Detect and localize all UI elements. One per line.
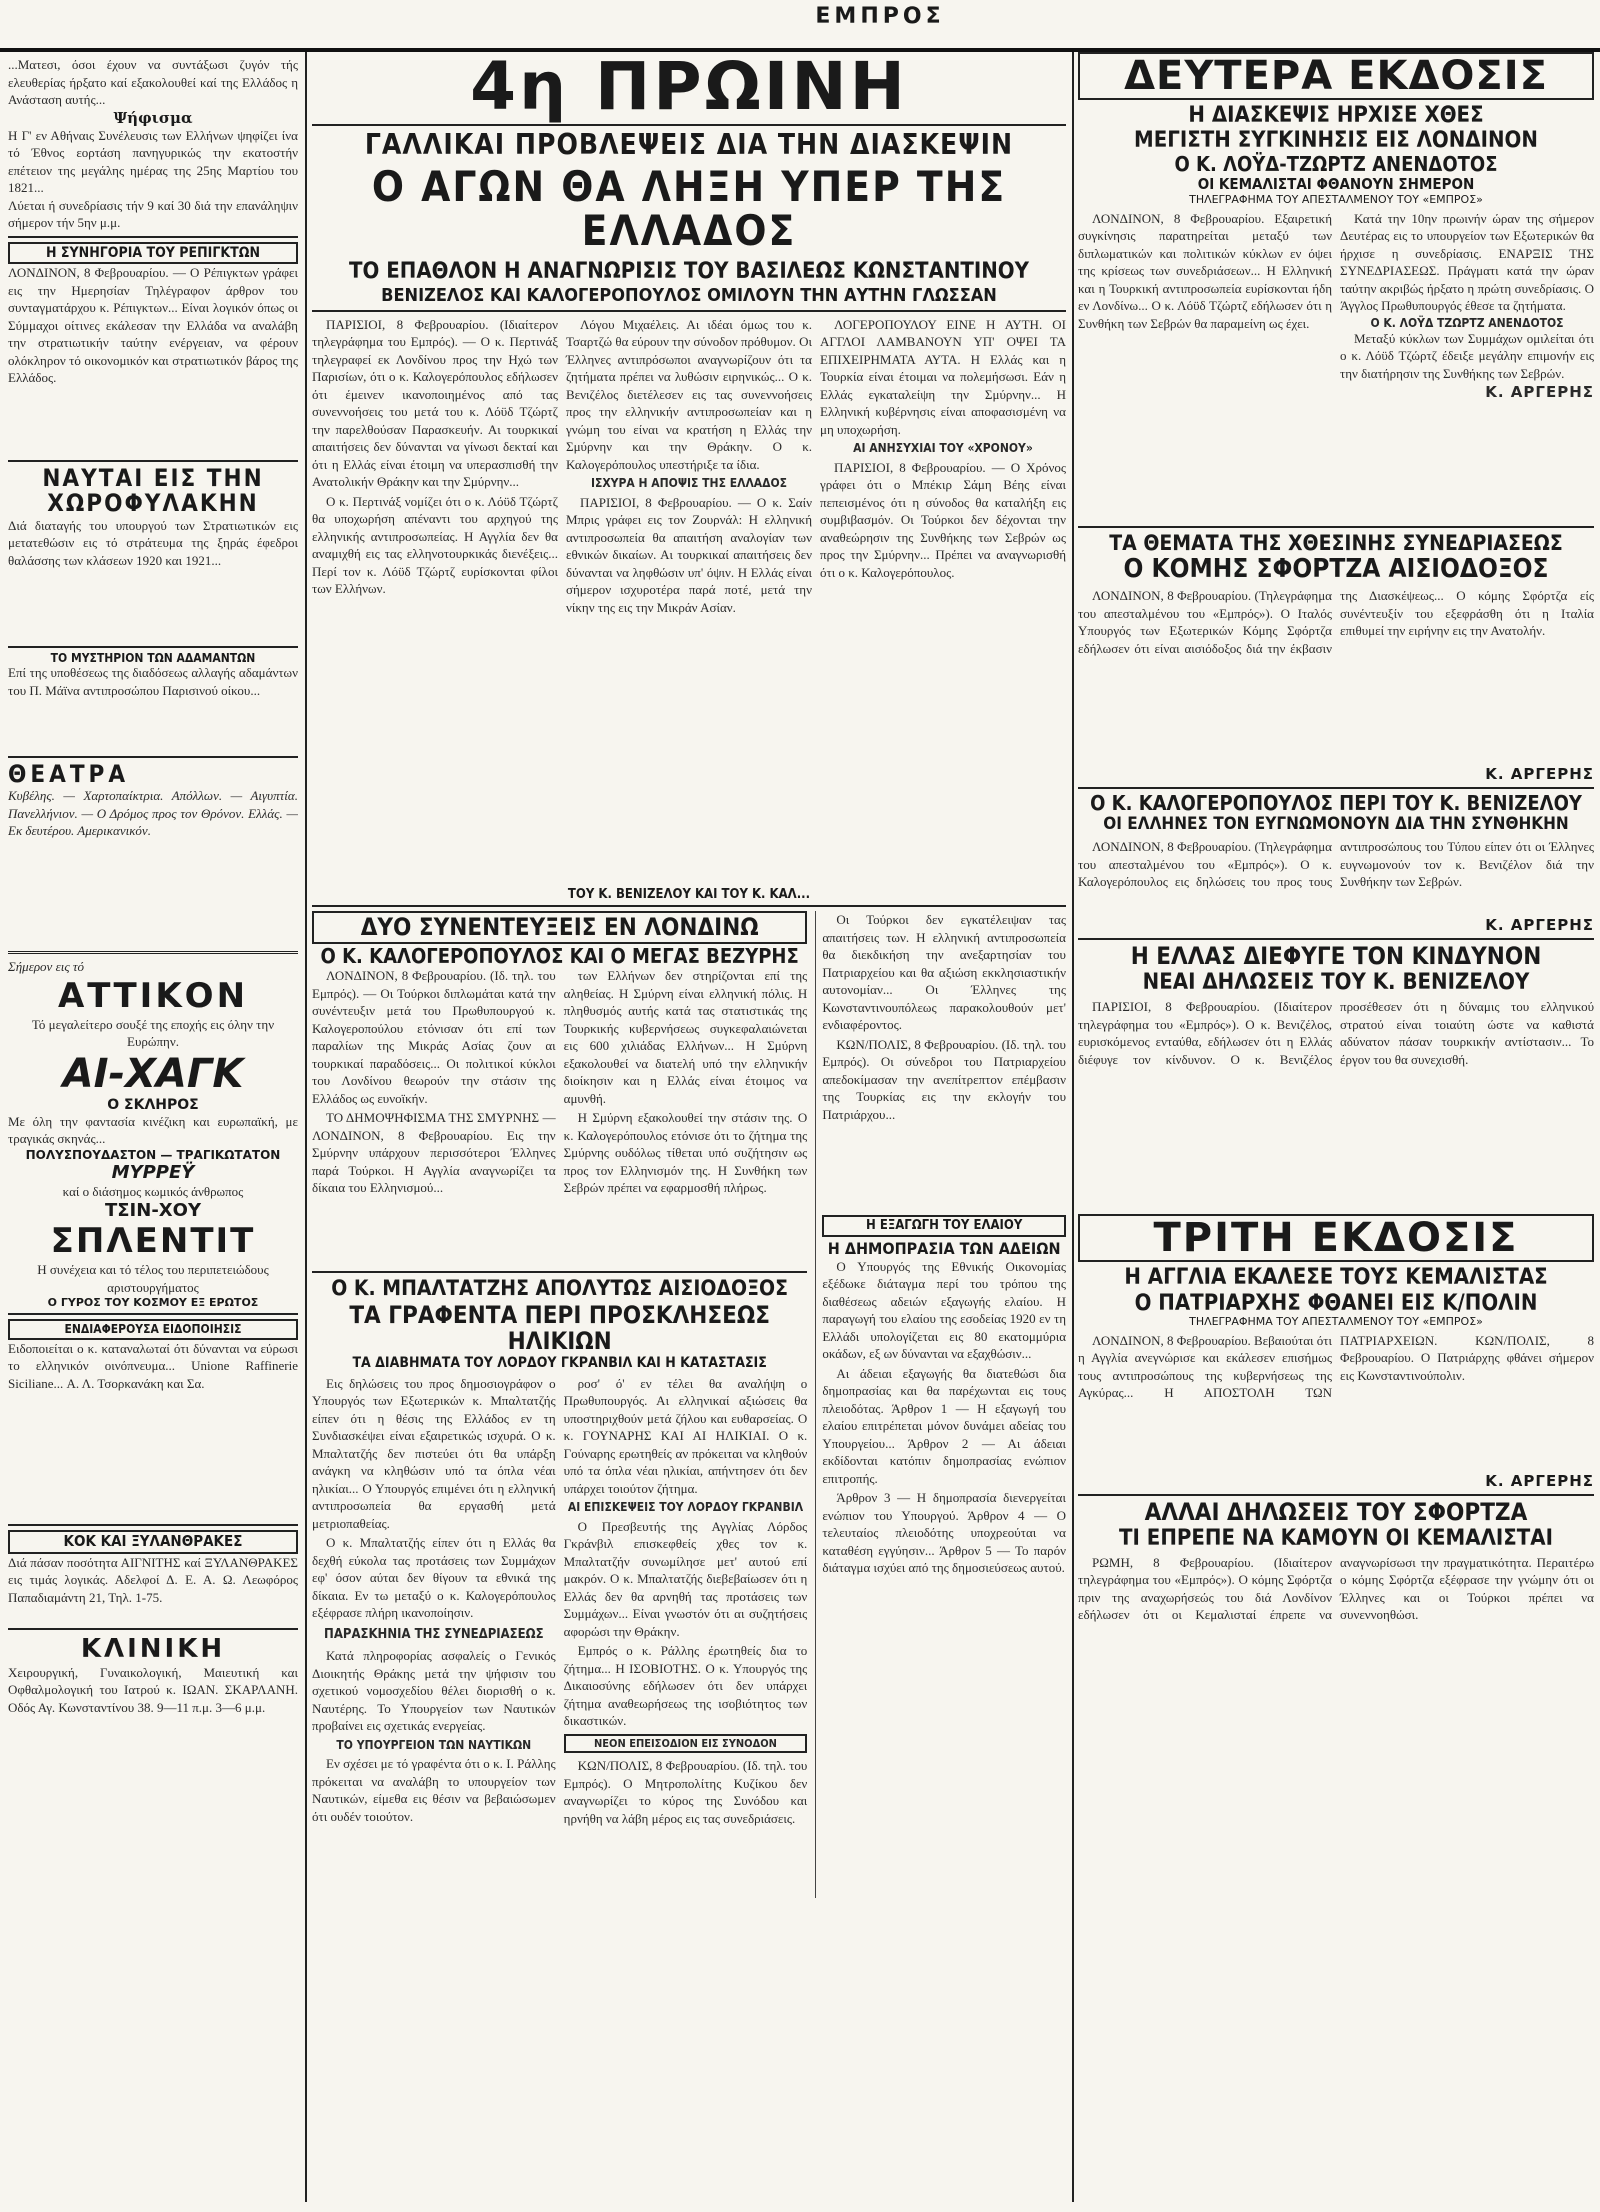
mid-text-c: Ο Υπουργός της Εθνικής Οικονομίας εξέδωκε διάταγμα περί του τρόπου της διαθέσεως αδειών εξαγωγής ελαίου. Η παραγωγή του ελαίου της εσοδείας 1920 εν τη Ελλάδι υπολογίζεται εις 80 εκατομμύρια οκάδων, εξ ων δύνανται να εξαχθώσιν... bbox=[822, 1258, 1066, 1362]
clinic-heading: ΚΛΙΝΙΚΗ bbox=[80, 1633, 226, 1664]
baltatzis-heading: Ο Κ. ΜΠΑΛΤΑΤΖΗΣ ΑΠΟΛΥΤΩΣ ΑΙΣΙΟΔΟΞΟΣ bbox=[331, 1276, 789, 1301]
theft-text: Επί της υποθέσεως της διαδόσεως αλλαγής αδαμάντων του Π. Μάϊνα αντιπροσώπου Παρισινού οίκου... bbox=[8, 665, 298, 698]
baltatzis-text-g: Εμπρός ο κ. Ράλλης έρωτηθείς δια το ζήτημα... Η ΙΣΟΒΙΟΤΗΣ. Ο κ. Υπουργός της Δικαιοσύνης εδήλωσεν ότι δεν υπάρχει ζήτημα αναθεωρήσεως της ισοβιότητος των δικαστικών. bbox=[563, 1643, 808, 1729]
right-text-6: ΡΩΜΗ, 8 Φεβρουαρίου. (Ιδιαίτερον τηλεγράφημα του «Εμπρός»). Ο κόμης Σφόρτζα πριν της αναχωρήσεώς του διά Λονδίνον εδήλωσεν ότι οι Κεμαλισταί έπρεπε να αναγνωρίσωσι την πραγματικότητα. Περαιτέρω ο κόμης Σφόρτζα εξέφρασε την γνώμην ότι οι Έλληνες και οι Τούρκοι πρέπει να συνεννοηθώσι. bbox=[1078, 1554, 1594, 1623]
interview-col-1 bbox=[312, 967, 556, 1267]
sailors-heading: ΝΑΥΤΑΙ ΕΙΣ ΤΗΝ ΧΩΡΟΦΥΛΑΚΗΝ bbox=[42, 464, 264, 518]
column-rule bbox=[1072, 52, 1074, 2202]
main-headline-2: Ο ΑΓΩΝ ΘΑ ΛΗΞΗ ΥΠΕΡ ΤΗΣ ΕΛΛΑΔΟΣ bbox=[371, 162, 1007, 256]
baltatzis-subheadline: ΤΑ ΔΙΑΒΗΜΑΤΑ ΤΟΥ ΛΟΡΔΟΥ ΓΚΡΑΝΒΙΛ ΚΑΙ Η ΚΑΤΑΣΤΑΣΙΣ bbox=[352, 1354, 767, 1371]
right-headline-3: Ο Κ. ΛΟΫΔ-ΤΖΩΡΤΖ ΑΝΕΝΔΟΤΟΣ bbox=[1174, 152, 1498, 177]
baltatzis-text-a: Εις δηλώσεις του προς δημοσιογράφον ο Υπουργός των Εξωτερικών κ. Μπαλτατζής είπεν ότι η θέσις της Ελλάδος εν τη Συνδιασκέψει είναι εξαιρετικώς ισχυρά. Ο κ. Μπαλτατζής δεν πιστεύει ότι θα υπάρξη ανάγκη να κληθώσιν υπό τα όπλα νέαι ηλικίαι... Ο Υπουργός επιμένει ότι η ελληνική αντιπροσωπεία θα εργασθή μετά μετριοπαθείας. bbox=[312, 1375, 556, 1531]
sub-navy: ΤΟ ΥΠΟΥΡΓΕΙΟΝ ΤΩΝ ΝΑΥΤΙΚΩΝ bbox=[336, 1737, 532, 1752]
coal-text: Διά πάσαν ποσότητα ΑΙΓΝΙΤΗΣ καί ΞΥΛΑΝΘΡΑΚΕΣ εις τιμάς λογικάς. Αδελφοί Δ. Ε. Α. Ω. Λεωφόρος Παπαδιαμάντη 21, Τηλ. 1-75. bbox=[8, 1554, 298, 1605]
defense-text: ΛΟΝΔΙΝΟΝ, 8 Φεβρουαρίου. — Ο Ρέπιγκτων γράφει εις την Ημερησίαν Τηλέγραφον άρθρον του συνταγματάρχου κ. Ρέπιγκτων... Είναι λογικόν όπως οι Σύμμαχοι οίτινες εκάλεσαν την Ελλάδα να αναλάβη την στρατιωτικήν ταύτην ενέργειαν, να φέρουν ολόκληρον τό οικονομικόν και στρατιωτικόν βάρος της Ελλάδος. bbox=[8, 265, 298, 386]
interview-text-d: Η Σμύρνη εξακολουθεί την στάσιν της. Ο κ. Καλογερόπουλος ετόνισε ότι το ζήτημα της Σμύρνης ουδόλως τίθεται υπό συζήτησιν ως προς τον Ελληνισμόν της. Η Συνθήκη των Σεβρών πρέπει να εφαρμοσθή πλήρως. bbox=[563, 1110, 808, 1196]
lead-text-e: ΛΟΓΕΡΟΠΟΥΛΟΥ ΕΙΝΕ Η ΑΥΤΗ. ΟΙ ΑΓΓΛΟΙ ΛΑΜΒΑΝΟΥΝ ΥΠ' ΟΨΕΙ ΤΑ ΕΠΙΧΕΙΡΗΜΑΤΑ ΑΥΤΑ. Η Ελλάς και η Τουρκία είναι έτοιμαι να πολεμήσωσι. Εάν η Ελλάς εγκαταλείψη την Σμύρνην... Η Ελληνική κυβέρνησις είναι αποφασισμένη να μη υποχωρήση. bbox=[820, 316, 1066, 437]
right-headline-6: Ο ΚΟΜΗΣ ΣΦΟΡΤΖΑ ΑΙΣΙΟΔΟΞΟΣ bbox=[1123, 553, 1549, 584]
lead-text-b: Ο κ. Περτινάξ νομίζει ότι ο κ. Λόϋδ Τζώρτζ θα υποχωρήση απέναντι του αρχηγού της ελληνικής αντιπροσωπείας. Η Αγγλία δεν θα αναμιχθή εις τας ελληνοτουρκικάς διενέξεις... Περί τον κ. Λόϋδ Τζώρτζ ευρίσκονται φίλοι των Ελλήνων. bbox=[312, 493, 558, 597]
right-headline-4: ΟΙ ΚΕΜΑΛΙΣΤΑΙ ΦΘΑΝΟΥΝ ΣΗΜΕΡΟΝ bbox=[1197, 175, 1475, 194]
lead-text-a: ΠΑΡΙΣΙΟΙ, 8 Φεβρουαρίου. (Ιδιαίτερον τηλεγράφημα του Εμπρός). — Ο κ. Περτινάξ τηλεγραφεί εκ Λονδίνου προς την Ηχώ των Παρισίων, ότι ο κ. Καλογερόπουλος εδήλωσεν ότι έμεινεν ικανοποιημένος από τας συνεννοήσεις του μετά του κ. Λόϋδ Τζώρτζ την παρελθούσαν Παρασκευήν. Αι τουρκικαί απαιτήσεις δεν δύνανται να γίνωσι δεκταί και ότι η Ελλάς είναι έτοιμη να υπερασπισθή την Ανατολικήν Θράκην και την Σμύρνην... bbox=[312, 316, 558, 490]
baltatzis-text-h: ΚΩΝ/ΠΟΛΙΣ, 8 Φεβρουαρίου. (Ιδ. τηλ. του Εμπρός). Ο Μητροπολίτης Κυζίκου δεν αναγνωρίζει το κύρος της Συνόδου και ηρνήθη να λάβη μέρος εις τας συνεδριάσεις. bbox=[563, 1758, 808, 1826]
lead-col-3 bbox=[820, 316, 1066, 888]
signature: Κ. ΑΡΓΕΡΗΣ bbox=[1485, 765, 1594, 784]
right-sub-lg: Ο Κ. ΛΟΫΔ ΤΖΩΡΤΖ ΑΝΕΝΔΟΤΟΣ bbox=[1370, 315, 1564, 330]
baltatzis-text-d: Ο Πρεσβευτής της Αγγλίας Λόρδος Γκράνβιλ επισκεφθείς χθες τον κ. Μπαλτατζήν συνωμίλησε μετ' αυτού επί μακρόν. Ο κ. Μπαλτατζής διεβεβαίωσεν ότι η Ελλάς δεν θα αρνηθή τας προτάσεις των Συμμάχων... Είναι γνωστόν ότι αι συζητήσεις αφορώσι την Θράκην. bbox=[563, 1518, 808, 1639]
interviews-block bbox=[312, 911, 807, 1897]
sailors-text: Διά διαταγής του υπουργού των Στρατιωτικών εις μετατεθώσιν εις τό στράτευμα της ξηράς έφεδροι θαλάσσης των κλάσεων 1920 και 1921... bbox=[8, 517, 298, 568]
masthead: ΕΜΠΡΟΣ bbox=[815, 4, 945, 29]
right-headline-8: ΟΙ ΕΛΛΗΝΕΣ ΤΟΝ ΕΥΓΝΩΜΟΝΟΥΝ ΔΙΑ ΤΗΝ ΣΥΝΘΗΚΗΝ bbox=[1103, 814, 1569, 835]
film1-genre: ΠΟΛΥΣΠΟΥΔΑΣΤΟΝ — ΤΡΑΓΙΚΩΤΑΤΟΝ bbox=[25, 1147, 281, 1162]
intro-text: ...Ματεσι, όσοι έχουν να συντάξωσι ζυγόν τής ελευθερίας ήρξατο καί εξακολουθεί καί της Ελλάδος η Ανάσταση αυτής... bbox=[8, 57, 298, 107]
film1-text: Με όλη την φαντασία κινέζικη και ευρωπαϊκή, με τραγικάς σκηνάς... bbox=[8, 1113, 298, 1147]
lead-story bbox=[312, 316, 1066, 888]
right-text-3: ΛΟΝΔΙΝΟΝ, 8 Φεβρουαρίου. (Τηλεγράφημα του απεσταλμένου του «Εμπρός»). Ο κ. Καλογερόπουλος εις δηλώσεις του προς τους αντιπροσώπους του Τύπου είπεν ότι οι Έλληνες ευγνωμονούν τον κ. Βενιζέλον διά την Συνθήκην των Σεβρών. bbox=[1078, 839, 1594, 890]
right-text-2: ΛΟΝΔΙΝΟΝ, 8 Φεβρουαρίου. (Τηλεγράφημα του απεσταλμένου του «Εμπρός»). Ο Ιταλός Υπουργός των Εξωτερικών Κόμης Σφόρτζα εδήλωσεν ότι είναι αισιόδοξος διά την έκβασιν της Διασκέψεως... Ο κόμης Σφόρτζα είς συνέντευξίν του εξεφράσθη ότι η Ιταλία επιθυμεί την ειρήνην εις την Ανατολήν. bbox=[1078, 588, 1594, 656]
film2-text: Η συνέχεια και τό τέλος του περιπετειώδους αριστουργήματος bbox=[37, 1262, 269, 1295]
mid-text-a: Οι Τούρκοι δεν εγκατέλειψαν τας απαιτήσεις των. Η ελληνική αντιπροσωπεία θα διεκδικήση την ανεξαρτησίαν του Πατριαρχείου και θα αξιώση εκκλησιαστικήν αυτονομίαν... Οι Έλληνες της Κωνσταντινουπόλεως παρακολουθούν μετ' ενδιαφέροντος. bbox=[822, 912, 1066, 1033]
baltatzis-text-e: Κατά πληροφορίας ασφαλείς ο Γενικός Διοικητής Θράκης μετά την ψήφισιν του σχετικού νομοσχεδίου θέλει διορισθή ο κ. Ναυτέρης. Το Υπουργείον των Ναυτικών προβαίνει εις σχετικάς ενεργείας. bbox=[312, 1648, 556, 1734]
auction-heading: Η ΔΗΜΟΠΡΑΣΙΑ ΤΩΝ ΑΔΕΙΩΝ bbox=[827, 1238, 1061, 1258]
defense-heading: Η ΣΥΝΗΓΟΡΙΑ ΤΟΥ ΡΕΠΙΓΚΤΩΝ bbox=[8, 242, 298, 265]
mid-text-b: ΚΩΝ/ΠΟΛΙΣ, 8 Φεβρουαρίου. (Ιδ. τηλ. του Εμπρός). Οι σύνεδροι του Πατριαρχείου απεδοκίμασαν την ανεπίτρεπτον επέμβασιν της Τουρκίας εις την εκλογήν του Πατριάρχου... bbox=[822, 1036, 1066, 1122]
right-text-4: ΠΑΡΙΣΙΟΙ, 8 Φεβρουαρίου. (Ιδιαίτερον τηλεγράφημα του «Εμπρός»). Ο κ. Βενιζέλος, ευρισκόμενος ενταύθα, εδήλωσεν ότι η Ελλάς διέφυγε τον κίνδυνον. Ο κ. Βενιζέλος προσέθεσεν ότι η δύναμις του ελληνικού στρατού είναι τοιαύτη ώστε να καθιστά αδύνατον πάσαν τουρκικήν αντίστασιν... Το έργον του θα συνεχισθή. bbox=[1078, 999, 1594, 1067]
baltatzis-text-c: ροσ' ό' εν τέλει θα αναλήψη ο Πρωθυπουργός. Αι ελληνικαί αξιώσεις θα υποστηριχθούν μετά ζήλου και ευθαρσείας. Ο κ. ΓΟΥΝΑΡΗΣ ΚΑΙ ΑΙ ΗΛΙΚΙΑΙ. Ο κ. Γούναρης ερωτηθείς αν πρόκειται να κληθούν υπό τα όπλα νέαι ηλικίαι, απήντησεν ότι δεν υπάρχει τοιούτον ζήτημα. bbox=[563, 1375, 808, 1496]
edition-banner: 4η ΠΡΩΙΝΗ bbox=[470, 52, 908, 125]
lead-col-2 bbox=[566, 316, 812, 888]
column-rule bbox=[305, 52, 307, 2202]
film1-subtitle: Ο ΣΚΛΗΡΟΣ bbox=[107, 1096, 199, 1113]
right-text-5: ΛΟΝΔΙΝΟΝ, 8 Φεβρουαρίου. Βεβαιούται ότι η Αγγλία ανεγνώρισε και εκάλεσεν επισήμως τους αντιπροσώπους της κυβερνήσεως της Αγκύρας... Η ΑΠΟΣΤΟΛΗ ΤΩΝ ΠΑΤΡΙΑΡΧΕΙΩΝ. ΚΩΝ/ΠΟΛΙΣ, 8 Φεβρουαρίου. Ο Πατριάρχης φθάνει σήμερον εις Κωνσταντινούπολιν. bbox=[1078, 1332, 1594, 1401]
right-headline-2: ΜΕΓΙΣΤΗ ΣΥΓΚΙΝΗΣΙΣ ΕΙΣ ΛΟΝΔΙΝΟΝ bbox=[1134, 128, 1538, 154]
sub-granville: ΑΙ ΕΠΙΣΚΕΨΕΙΣ ΤΟΥ ΛΟΡΔΟΥ ΓΚΡΑΝΒΙΛ bbox=[567, 1500, 804, 1514]
second-edition-banner: ΔΕΥΤΕΡΑ ΕΚΔΟΣΙΣ bbox=[1078, 52, 1594, 100]
film2-subtitle: Ο ΓΥΡΟΣ ΤΟΥ ΚΟΣΜΟΥ ΕΞ ΕΡΩΤΟΣ bbox=[47, 1296, 259, 1310]
right-story1-col1 bbox=[1078, 210, 1332, 522]
sub-xronos: ΑΙ ΑΝΗΣΥΧΙΑΙ ΤΟΥ «ΧΡΟΝΟΥ» bbox=[853, 441, 1033, 456]
oil-heading: Η ΕΞΑΓΩΓΗ ΤΟΥ ΕΛΑΙΟΥ bbox=[822, 1215, 1066, 1237]
clinic-text: Χειρουργική, Γυναικολογική, Μαιευτική και Οφθαλμολογική του Ιατρού κ. ΙΩΑΝ. ΣΚΑΡΛΑΝΗ. Οδός Αγ. Κωνσταντίνου 38. 9—11 π.μ. 3—6 μ.μ. bbox=[8, 1664, 298, 1715]
interview-text-c: των Ελλήνων δεν στηρίζονται επί της αληθείας. Η Σμύρνη είναι ελληνική πόλις. Η πληθυσμός αυτής κατά τας στατιστικάς της Τουρκικής κυβερνήσεως συγκεφαλαιώνεται εις 600 χιλιάδας Ελλήνων... Η Σμύρνη εξακολουθεί να διατελή υπό την ελληνικήν διοίκησιν και η Ελλάς είναι έτοιμος να αμυνθή. bbox=[563, 968, 808, 1106]
oil-col bbox=[822, 911, 1066, 1211]
mid-text-d: Αι άδειαι εξαγωγής θα διατεθώσι δια δημοπρασίας και θα παρέχωνται εις τους πλειοδότας. Άρθρον 1 — Η εξαγωγή του ελαίου επιτρέπεται μόνον δυνάμει αδείας του Υπουργείου... Άρθρον 2 — Αι άδειαι εκδίδονται κατόπιν δημοπρασίας ενώπιον επιτροπής. bbox=[822, 1365, 1066, 1486]
today-label: Σήμερον εις τό bbox=[8, 959, 84, 975]
interview-text-a: ΛΟΝΔΙΝΟΝ, 8 Φεβρουαρίου. (Ιδ. τηλ. του Εμπρός). — Οι Τούρκοι διπλωμάται κατά την συνέντευξιν μετά του Πρωθυπουργού κ. Καλογεροπούλου ετόνισαν ότι επί των παραλίων της Μικράς Ασίας ζουν αι τουρκικαί παραδόσεις... Οι πολιτικοί κύκλοι του Λονδίνου θεωρούν την στάσιν της Ελλάδος ως ευνοϊκήν. bbox=[312, 968, 556, 1106]
interview-text-b: ΤΟ ΔΗΜΟΨΗΦΙΣΜΑ ΤΗΣ ΣΜΥΡΝΗΣ — ΛΟΝΔΙΝΟΝ, 8 Φεβρουαρίου. Εις την Σμύρνην υπάρχουν περισσότεροι Έλληνες παρά Τούρκοι. Η Αγγλία αναγνωρίζει τα δίκαια του Ελληνισμού... bbox=[312, 1110, 556, 1196]
mid-text-e: Άρθρον 3 — Η δημοπρασία διενεργείται ενώπιον του Υπουργού. Άρθρον 4 — Ο τελευταίος πλειοδότης υποχρεούται να καταθέση εγγύησιν... Άρθρον 5 — Το παρόν διάταγμα ισχύει από της δημοσιεύσεως αυτού. bbox=[822, 1490, 1066, 1576]
vote-text: Η Γ' εν Αθήναις Συνέλευσις των Ελλήνων ψηφίζει ίνα τό Έθνος εορτάση πανηγυρικώς την εκατοστήν επέτειον της μεγάλης ημέρας της 25ης Μαρτίου του 1821... bbox=[8, 127, 298, 195]
right-section bbox=[1078, 52, 1594, 2202]
cinema-text: Τό μεγαλείτερο σουξέ της εποχής εις όλην την Ευρώπην. bbox=[31, 1016, 275, 1050]
actor-name: ΜΥΡΡΕΫ bbox=[111, 1161, 195, 1183]
interview-col-2 bbox=[564, 967, 808, 1267]
right-story6 bbox=[1078, 1554, 1594, 1664]
right-story4 bbox=[1078, 998, 1594, 1208]
right-dispatch-2: ΤΗΛΕΓΡΑΦΗΜΑ ΤΟΥ ΑΠΕΣΤΑΛΜΕΝΟΥ ΤΟΥ «ΕΜΠΡΟΣ» bbox=[1189, 1314, 1483, 1328]
sub-hall: ΠΑΡΑΣΚΗΝΙΑ ΤΗΣ ΣΥΝΕΔΡΙΑΣΕΩΣ bbox=[324, 1626, 544, 1642]
right-headline-13: ΑΛΛΑΙ ΔΗΛΩΣΕΙΣ ΤΟΥ ΣΦΟΡΤΖΑ bbox=[1144, 1497, 1528, 1526]
right-headline-7: Ο Κ. ΚΑΛΟΓΕΡΟΠΟΥΛΟΣ ΠΕΡΙ ΤΟΥ Κ. ΒΕΝΙΖΕΛΟΥ bbox=[1090, 791, 1582, 816]
theatres-text: Κυβέλης. — Χαρτοπαίκτρια. Απόλλων. — Αιγυπτία. Πανελλήνιον. — Ο Δρόμος προς τον Θρόνον. Ελλάς. — Εκ δευτέρου. Αμερικανικόν. bbox=[8, 788, 298, 839]
actor-text: καί ο διάσημος κωμικός άνθρωπος bbox=[62, 1183, 244, 1199]
right-headline-10: ΝΕΑΙ ΔΗΛΩΣΕΙΣ ΤΟΥ Κ. ΒΕΝΙΖΕΛΟΥ bbox=[1142, 970, 1530, 996]
right-headline-12: Ο ΠΑΤΡΙΑΡΧΗΣ ΦΘΑΝΕΙ ΕΙΣ Κ/ΠΟΛΙΝ bbox=[1134, 1290, 1538, 1316]
lead-text-f: ΠΑΡΙΣΙΟΙ, 8 Φεβρουαρίου. — Ο Χρόνος γράφει ότι ο Μπέκιρ Σάμη Βέης είναι πεπεισμένος ότι η σύνοδος θα καταλήξη εις συμβιβασμόν. Οι Τούρκοι δεν δέχονται την αναθεώρησιν της Συνθήκης των Σεβρών ως προς την Σμύρνην... Πρέπει να αναγνωρισθή ότι ο κ. Καλογερόπουλος. bbox=[820, 459, 1066, 580]
right-headline-9: Η ΕΛΛΑΣ ΔΙΕΦΥΓΕ ΤΟΝ ΚΙΝΔΥΝΟΝ bbox=[1130, 942, 1542, 971]
oil-block bbox=[815, 911, 1066, 1897]
baltatzis-col-1 bbox=[312, 1375, 556, 1895]
film2-name: ΤΣΙΝ-ΧΟΥ bbox=[104, 1200, 202, 1222]
left-column bbox=[8, 52, 298, 2202]
interviews-heading: ΔΥΟ ΣΥΝΕΝΤΕΥΞΕΙΣ ΕΝ ΛΟΝΔΙΝΩ bbox=[312, 911, 807, 944]
right-headline-1: Η ΔΙΑΣΚΕΨΙΣ ΗΡΧΙΣΕ ΧΘΕΣ bbox=[1188, 103, 1484, 128]
notices-heading: ΕΝΔΙΑΦΕΡΟΥΣΑ ΕΙΔΟΠΟΙΗΣΙΣ bbox=[8, 1319, 298, 1340]
baltatzis-text-f: Εν σχέσει με τό γραφέντα ότι ο κ. Ι. Ράλλης πρόκειται να αναλάβη το υπουργείον των Ναυτικών, είμεθα εις θέσιν να βεβαιώσωμεν ότι ουδέν τοιούτον. bbox=[312, 1756, 556, 1824]
coal-heading: ΚΟΚ ΚΑΙ ΞΥΛΑΝΘΡΑΚΕΣ bbox=[8, 1530, 298, 1554]
theatres-heading: ΘΕΑΤΡΑ bbox=[8, 760, 130, 789]
right-story3 bbox=[1078, 838, 1594, 916]
right-text-1c: Μεταξύ κύκλων των Συμμάχων ομιλείται ότι ο κ. Λόϋδ Τζώρτζ έδειξε μεγάλην επιμονήν εις την διατήρησιν της Συνθήκης των Σεβρών. bbox=[1340, 330, 1594, 381]
main-headline-1: ΓΑΛΛΙΚΑΙ ΠΡΟΒΛΕΨΕΙΣ ΔΙΑ ΤΗΝ ΔΙΑΣΚΕΨΙΝ bbox=[364, 128, 1014, 161]
sub-synod: ΝΕΟΝ ΕΠΕΙΣΟΔΙΟΝ ΕΙΣ ΣΥΝΟΔΟΝ bbox=[564, 1734, 808, 1754]
right-headline-5: ΤΑ ΘΕΜΑΤΑ ΤΗΣ ΧΘΕΣΙΝΗΣ ΣΥΝΕΔΡΙΑΣΕΩΣ bbox=[1109, 530, 1563, 555]
cinema-name: ΑΤΤΙΚΟΝ bbox=[57, 975, 249, 1016]
right-headline-14: ΤΙ ΕΠΡΕΠΕ ΝΑ ΚΑΜΟΥΝ ΟΙ ΚΕΜΑΛΙΣΤΑΙ bbox=[1119, 1525, 1553, 1551]
lead-text-d: ΠΑΡΙΣΙΟΙ, 8 Φεβρουαρίου. — Ο κ. Σαίν Μπρις γράφει εις τον Ζουρνάλ: Η ελληνική αντιπροσωπεία θα απαιτήση αναλογίαν των εθνικών δικαίων. Αι τουρκικαί απαιτήσεις δεν δύνανται να ληφθώσιν υπ' όψιν. Η Ελλάς είναι σήμερον ισχυροτέρα παρά ποτέ, μετά την νίκην της εις την Μικράν Ασίαν. bbox=[566, 494, 812, 615]
baltatzis-col-2 bbox=[564, 1375, 808, 1895]
right-story5 bbox=[1078, 1332, 1594, 1472]
right-story2 bbox=[1078, 587, 1594, 765]
signature: Κ. ΑΡΓΕΡΗΣ bbox=[1485, 1471, 1594, 1490]
right-dispatch: ΤΗΛΕΓΡΑΦΗΜΑ ΤΟΥ ΑΠΕΣΤΑΛΜΕΝΟΥ ΤΟΥ «ΕΜΠΡΟΣ» bbox=[1189, 192, 1483, 206]
signature: Κ. ΑΡΓΕΡΗΣ bbox=[1485, 916, 1594, 935]
right-text-1: ΛΟΝΔΙΝΟΝ, 8 Φεβρουαρίου. Εξαιρετική συγκίνησις παρατηρείται μεταξύ των διπλωματικών και πολιτικών κύκλων εν όψει της κρίσεως των συνεδριάσεων... Η Ελληνική και η Τουρκική αντιπροσωπεία ευρίσκονται ήδη εν Λονδίνω... Ο κ. Λόϋδ Τζώρτζ εδήλωσεν ότι η Συνθήκη των Σεβρών θα παραμείνη ως έχει. bbox=[1078, 210, 1332, 331]
right-headline-11: Η ΑΓΓΛΙΑ ΕΚΑΛΕΣΕ ΤΟΥΣ ΚΕΜΑΛΙΣΤΑΣ bbox=[1124, 1265, 1548, 1291]
film1-title: ΑΙ-ΧΑΓΚ bbox=[62, 1050, 244, 1097]
lead-text-c: Λόγου Μιχαέλεις. Αι ιδέαι όμως του κ. Τσαρτζώ θα εύρουν την σύνοδον πρόθυμον. Οι Έλληνες αντιπρόσωποι αναγνωρίζουν ότι τα ζητήματα πρέπει να λυθώσιν ειρηνικώς... Ο κ. Βενιζέλος διετέλεσεν εις τας συνεννοήσεις προς την ελληνικήν αντιπροσωπείαν και η γνώμη του είναι να κρατήση η Ελλάς την Σμύρνην και την Θράκην. Ο κ. Καλογερόπουλος υπεστήριξε τα ίδια. bbox=[566, 316, 812, 472]
right-text-1b: Κατά την 10ην πρωινήν ώραν της σήμερον Δευτέρας εις το υπουργείον των Εξωτερικών θα ήρχισε η συνεδρίασις. ΕΝΑΡΞΙΣ ΤΗΣ ΣΥΝΕΔΡΙΑΣΕΩΣ. Πράγματι κατά την ώραν ταύτην ακριβώς ήρξατο η πρώτη συνεδρίασις. Ο Άγγλος Πρωθυπουργός έθεσε τα ζητήματα. bbox=[1340, 210, 1594, 314]
interviews-subheading: Ο Κ. ΚΑΛΟΓΕΡΟΠΟΥΛΟΣ ΚΑΙ Ο ΜΕΓΑΣ ΒΕΖΥΡΗΣ bbox=[320, 944, 799, 969]
main-headline-4: ΒΕΝΙΖΕΛΟΣ ΚΑΙ ΚΑΛΟΓΕΡΟΠΟΥΛΟΣ ΟΜΙΛΟΥΝ ΤΗΝ ΑΥΤΗΝ ΓΛΩΣΣΑΝ bbox=[381, 284, 997, 306]
baltatzis-headline: ΤΑ ΓΡΑΦΕΝΤΑ ΠΕΡΙ ΠΡΟΣΚΛΗΣΕΩΣ ΗΛΙΚΙΩΝ bbox=[349, 1301, 770, 1355]
film2-title: ΣΠΛΕΝΤΙΤ bbox=[50, 1221, 256, 1262]
vote-end: Λύεται ή συνεδρίασις τήν 9 καί 30 διά την επανάληψιν σήμερον τήν 5ην μ.μ. bbox=[8, 197, 298, 230]
center-section bbox=[312, 52, 1066, 2202]
sub-strength: ΙΣΧΥΡΑ Η ΑΠΟΨΙΣ ΤΗΣ ΕΛΛΑΔΟΣ bbox=[590, 476, 788, 491]
signature: Κ. ΑΡΓΕΡΗΣ bbox=[1485, 383, 1594, 402]
lead-col-1 bbox=[312, 316, 558, 888]
vote-label: Ψήφισμα bbox=[113, 108, 193, 127]
theft-heading: ΤΟ ΜΥΣΤΗΡΙΟΝ ΤΩΝ ΑΔΑΜΑΝΤΩΝ bbox=[50, 650, 256, 665]
auction-text bbox=[822, 1258, 1066, 1898]
sub-toll: ΤΟΥ Κ. ΒΕΝΙΖΕΛΟΥ ΚΑΙ ΤΟΥ Κ. ΚΑΛ... bbox=[567, 886, 811, 902]
main-headline-3: ΤΟ ΕΠΑΘΛΟΝ Η ΑΝΑΓΝΩΡΙΣΙΣ ΤΟΥ ΒΑΣΙΛΕΩΣ ΚΩΝΣΤΑΝΤΙΝΟΥ bbox=[349, 258, 1029, 284]
right-story1-col2 bbox=[1340, 210, 1594, 522]
third-edition-banner: ΤΡΙΤΗ ΕΚΔΟΣΙΣ bbox=[1078, 1214, 1594, 1262]
baltatzis-text-b: Ο κ. Μπαλτατζής είπεν ότι η Ελλάς θα δεχθή εύκολα τας προτάσεις των Συμμάχων εφ' όσον αύται δεν θίγουν τα εθνικά της δίκαια. Εν τω μεταξύ ο κ. Καλογερόπουλος εξέφρασε πλήρη ικανοποίησιν. bbox=[312, 1535, 556, 1620]
notices-text: Ειδοποιείται ο κ. καταναλωταί ότι δύνανται να εύρωσι το ελληνικόν οινόπνευμα... Unione Raffinerie Siciliane... Α. Λ. Τσορκανάκη και Σα. bbox=[8, 1340, 298, 1391]
